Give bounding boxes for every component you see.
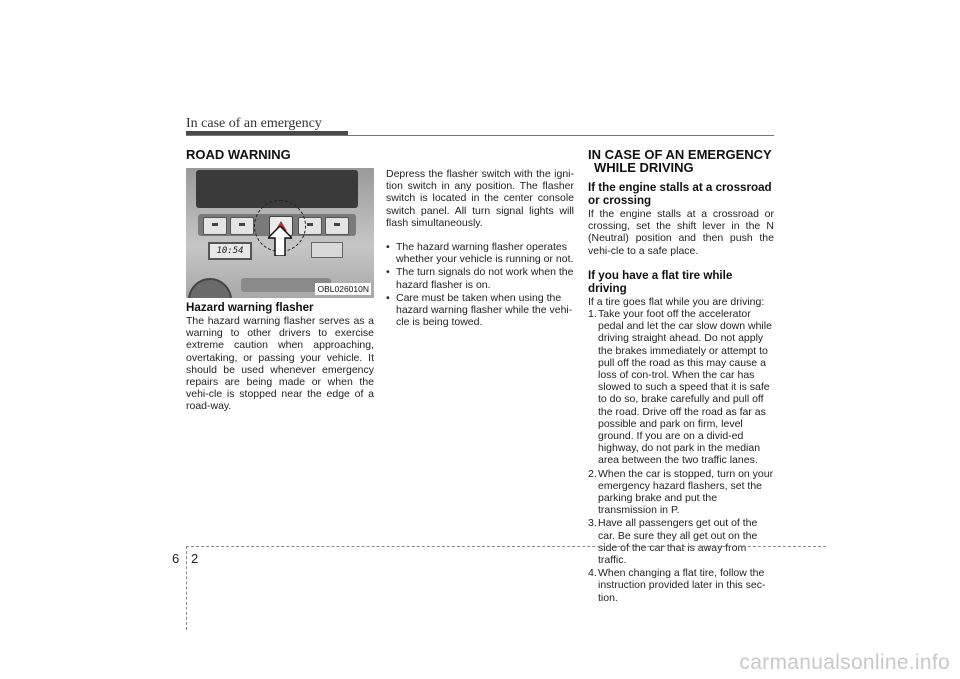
page-number: 2 [191, 551, 199, 566]
flasher-switch-paragraph: Depress the flasher switch with the igni-tion switch in any position. The flasher switch is located in the center console switch panel. All turn signal lights will flash simultaneously. [386, 168, 574, 229]
flat-tire-steps [588, 308, 774, 604]
photo-switch [230, 217, 254, 235]
middle-column [386, 168, 574, 329]
list-item: • The turn signals do not work when the hazard flasher is on. [386, 266, 574, 291]
chapter-number: 6 [172, 551, 180, 566]
list-item: • The hazard warning flasher operates whether your vehicle is running or not. [386, 241, 574, 266]
emergency-driving-title: IN CASE OF AN EMERGENCY WHILE DRIVING [588, 147, 772, 175]
footer-divider [186, 546, 187, 630]
left-column [186, 146, 374, 425]
list-item: 1. Take your foot off the accelerator pedal and let the car slow down while driving straight ahead. Do not apply the brakes immediately or attempt to pull off the road as this may cause a loss of con-trol. When the car has slowed to such a speed that it is safe to do so, brake carefully and pull off the road. Drive off the road as far as possible and park on firm, level ground. If you are on a divid-ed highway, do not park in the median area between the two traffic lanes. [588, 308, 772, 467]
right-column [588, 146, 774, 605]
photo-slot [311, 242, 343, 258]
list-item: 3. Have all passengers get out of the car. Be sure they all get out on the side of the car that is away from traffic. [588, 517, 758, 567]
photo-knob [188, 278, 232, 298]
flat-tire-intro: If a tire goes flat while you are driving: [588, 295, 765, 308]
flat-tire-subhead: If you have a flat tire while driving [588, 268, 733, 295]
hazard-flasher-subhead: Hazard warning flasher [186, 301, 314, 314]
engine-stall-paragraph: If the engine stalls at a crossroad or crossing, set the shift lever in the N (Neutral) position and then push the vehi-cle to a safe place. [588, 208, 774, 257]
page-header-title: In case of an emergency [186, 116, 322, 131]
list-item: • Care must be taken when using the hazard warning flasher while the vehi-cle is being towed. [386, 291, 573, 329]
figure-code: OBL026010N [317, 283, 369, 294]
footer-rule [186, 546, 826, 547]
engine-stall-subhead: If the engine stalls at a crossroad or crossing [588, 181, 772, 207]
header-rule [186, 135, 774, 136]
hazard-switch-photo [186, 168, 374, 298]
flasher-notes-list [386, 241, 574, 328]
list-item: 4. When changing a flat tire, follow the instruction provided later in this sec-tion. [588, 567, 766, 604]
clock-display: 10:54 [208, 242, 252, 260]
watermark-text: carmanualsonline.info [739, 651, 950, 674]
hazard-flasher-paragraph: The hazard warning flasher serves as a warning to other drivers to exercise extreme caution when approaching, overtaking, or passing your vehicle. It should be used whenever emergency repairs are being made or when the vehi-cle is stopped near the edge of a road-way. [186, 315, 374, 413]
photo-switch [325, 217, 349, 235]
photo-switch [203, 217, 227, 235]
pointer-arrow-icon [268, 226, 292, 256]
list-item: 2. When the car is stopped, turn on your emergency hazard flashers, set the parking brake and put the transmission in P. [588, 467, 774, 517]
road-warning-title: ROAD WARNING [186, 147, 291, 162]
